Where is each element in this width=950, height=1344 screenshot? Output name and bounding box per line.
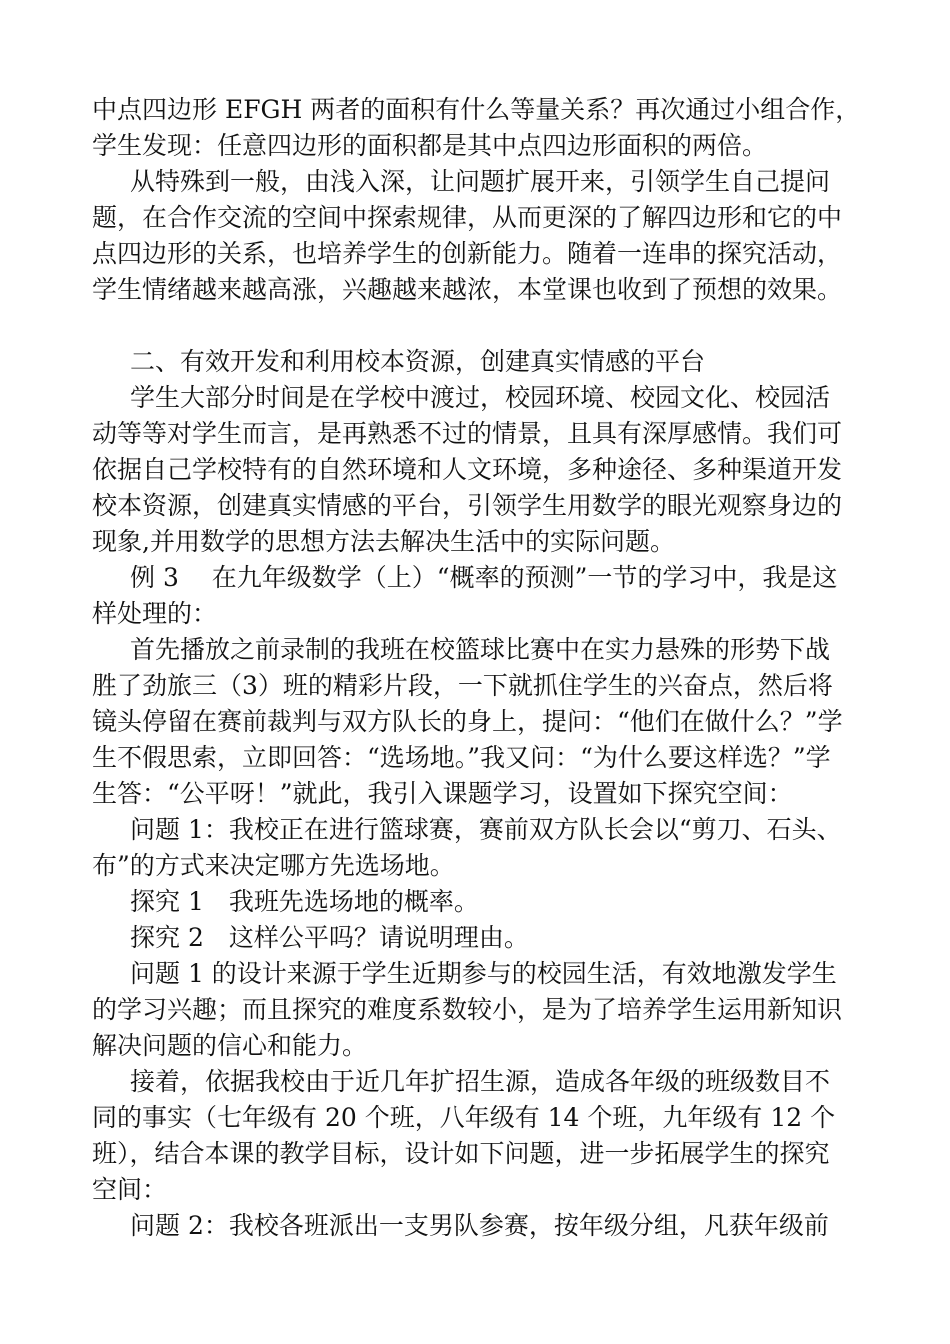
text-line: 同的事实（七年级有 20 个班，八年级有 14 个班，九年级有 12 个: [92, 1103, 836, 1132]
text-line: 解决问题的信心和能力。: [92, 1031, 368, 1060]
text-line: 中点四边形 EFGH 两者的面积有什么等量关系？再次通过小组合作，: [92, 95, 860, 124]
text-line: 样处理的：: [92, 599, 218, 628]
text-line: 问题 1 的设计来源于学生近期参与的校园生活，有效地激发学生: [130, 959, 837, 988]
text-line: 学生情绪越来越高涨，兴趣越来越浓，本堂课也收到了预想的效果。: [92, 275, 843, 304]
text-line: 生不假思索，立即回答：“选场地。”我又问：“为什么要这样选？”学: [92, 743, 831, 772]
text-line: 探究 1 我班先选场地的概率。: [130, 887, 479, 916]
paragraph-video-intro: [92, 632, 860, 812]
text-line: 题，在合作交流的空间中探索规律，从而更深的了解四边形和它的中: [92, 203, 843, 232]
text-line: 校本资源，创建真实情感的平台，引领学生用数学的眼光观察身边的: [92, 491, 843, 520]
text-line: 胜了劲旅三（3）班的精彩片段，一下就抓住学生的兴奋点，然后将: [92, 671, 833, 700]
text-line: 例 3 在九年级数学（上）“概率的预测”一节的学习中，我是这: [130, 563, 838, 592]
text-line: 动等等对学生而言，是再熟悉不过的情景，且具有深厚感情。我们可: [92, 419, 843, 448]
text-line: 点四边形的关系，也培养学生的创新能力。随着一连串的探究活动，: [92, 239, 843, 268]
text-line: 空间：: [92, 1175, 168, 1204]
paragraph-summary: [92, 164, 860, 308]
text-line: 的学习兴趣；而且探究的难度系数较小，是为了培养学生运用新知识: [92, 995, 843, 1024]
paragraph-question-2: [92, 1208, 860, 1244]
text-line: 班），结合本课的教学目标，设计如下问题，进一步拓展学生的探究: [92, 1139, 830, 1168]
paragraph-example-3: [92, 560, 860, 632]
heading-text: 二、有效开发和利用校本资源，创建真实情感的平台: [130, 347, 706, 376]
paragraph-explore-2: [92, 920, 860, 956]
text-line: 问题 2：我校各班派出一支男队参赛，按年级分组，凡获年级前: [130, 1211, 829, 1240]
paragraph-explore-1: [92, 884, 860, 920]
paragraph-question-1-design: [92, 956, 860, 1064]
paragraph-intro-continuation: [92, 92, 860, 164]
section-heading: [92, 344, 860, 380]
text-line: 镜头停留在赛前裁判与双方队长的身上，提问：“他们在做什么？”学: [92, 707, 843, 736]
text-line: 布”的方式来决定哪方先选场地。: [92, 851, 455, 880]
paragraph-question-1: [92, 812, 860, 884]
text-line: 问题 1：我校正在进行篮球赛，赛前双方队长会以“剪刀、石头、: [130, 815, 842, 844]
section-spacer: [92, 308, 860, 344]
document-page: [92, 92, 860, 1244]
text-line: 生答：“公平呀！”就此，我引入课题学习，设置如下探究空间：: [92, 779, 793, 808]
text-line: 接着，依据我校由于近几年扩招生源，造成各年级的班级数目不: [130, 1067, 831, 1096]
text-line: 依据自己学校特有的自然环境和人文环境，多种途径、多种渠道开发: [92, 455, 843, 484]
text-line: 现象,并用数学的思想方法去解决生活中的实际问题。: [92, 527, 675, 556]
text-line: 学生发现：任意四边形的面积都是其中点四边形面积的两倍。: [92, 131, 768, 160]
paragraph-campus-resources: [92, 380, 860, 560]
text-line: 从特殊到一般，由浅入深，让问题扩展开来，引领学生自己提问: [130, 167, 831, 196]
text-line: 探究 2 这样公平吗？请说明理由。: [130, 923, 529, 952]
text-line: 首先播放之前录制的我班在校篮球比赛中在实力悬殊的形势下战: [130, 635, 831, 664]
text-line: 学生大部分时间是在学校中渡过，校园环境、校园文化、校园活: [130, 383, 831, 412]
paragraph-next-step: [92, 1064, 860, 1208]
